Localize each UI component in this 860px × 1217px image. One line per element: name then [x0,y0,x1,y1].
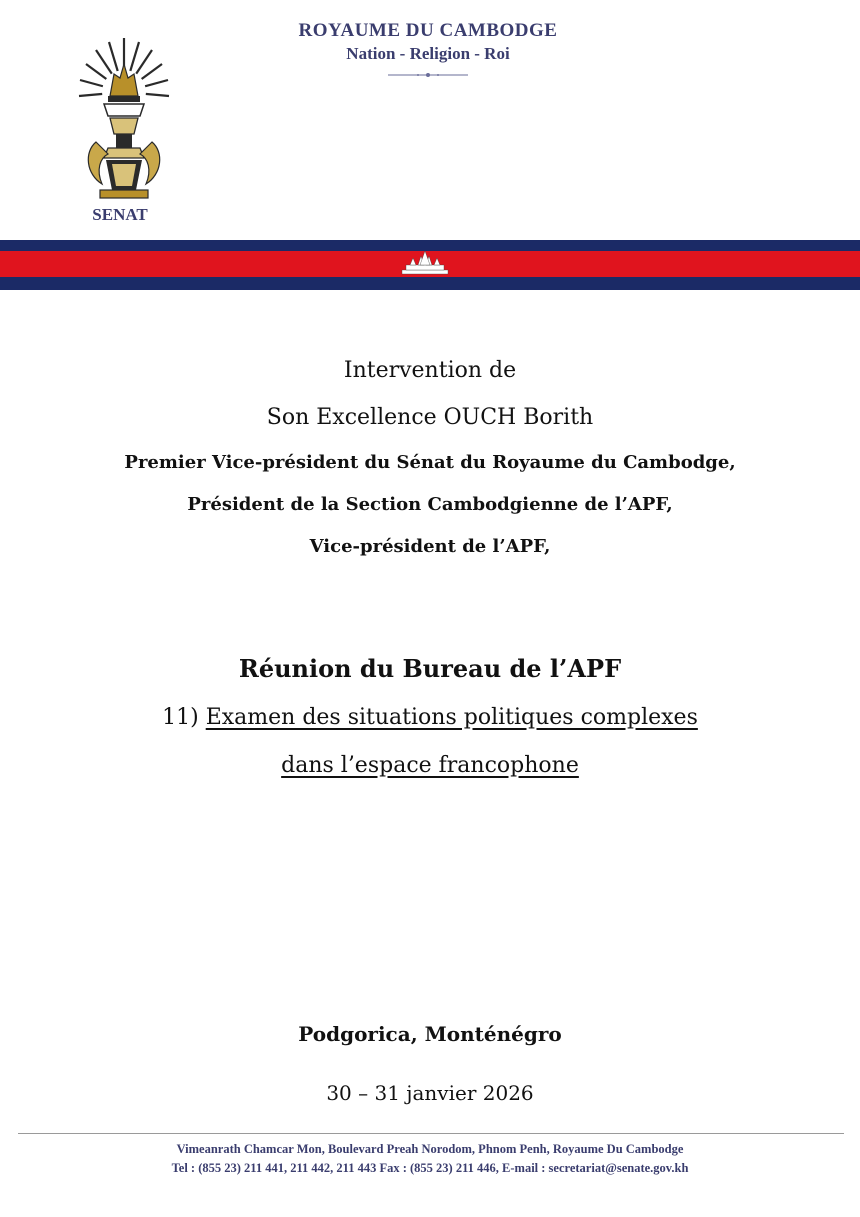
speaker-role: Président de la Section Cambodgienne de l’APF, [187,494,673,515]
emblem-label: SENAT [92,205,148,224]
cambodian-flag-band [0,240,860,290]
speaker-role: Premier Vice-président du Sénat du Royaume du Cambodge, [124,452,736,473]
ornament-divider-icon [388,71,468,79]
agenda-item-title-line1: Examen des situations politiques complexes [205,705,698,730]
meeting-title: Réunion du Bureau de l’APF [238,654,622,683]
senate-emblem-icon [74,34,174,202]
intervention-intro: Intervention de [343,358,517,383]
kingdom-title: ROYAUME DU CAMBODGE [298,20,558,41]
kingdom-motto: Nation - Religion - Roi [346,44,510,63]
agenda-item-number: 11) [162,705,199,730]
agenda-item-title-line2-wrap [0,753,860,778]
footer-contact: Tel : (855 23) 211 441, 211 442, 211 443 Fax : (855 23) 211 446, E-mail : secretariat@senate.gov.kh [171,1161,689,1175]
footer-divider [18,1133,844,1134]
event-dates: 30 – 31 janvier 2026 [326,1081,534,1105]
event-place: Podgorica, Monténégro [298,1022,562,1046]
footer-address: Vimeanrath Chamcar Mon, Boulevard Preah Norodom, Phnom Penh, Royaume Du Cambodge [176,1142,684,1156]
agenda-item-title [0,705,860,730]
speaker-role: Vice-président de l’APF, [309,536,551,557]
speaker-name: Son Excellence OUCH Borith [266,405,594,430]
agenda-item-title-line2: dans l’espace francophone [281,753,579,778]
